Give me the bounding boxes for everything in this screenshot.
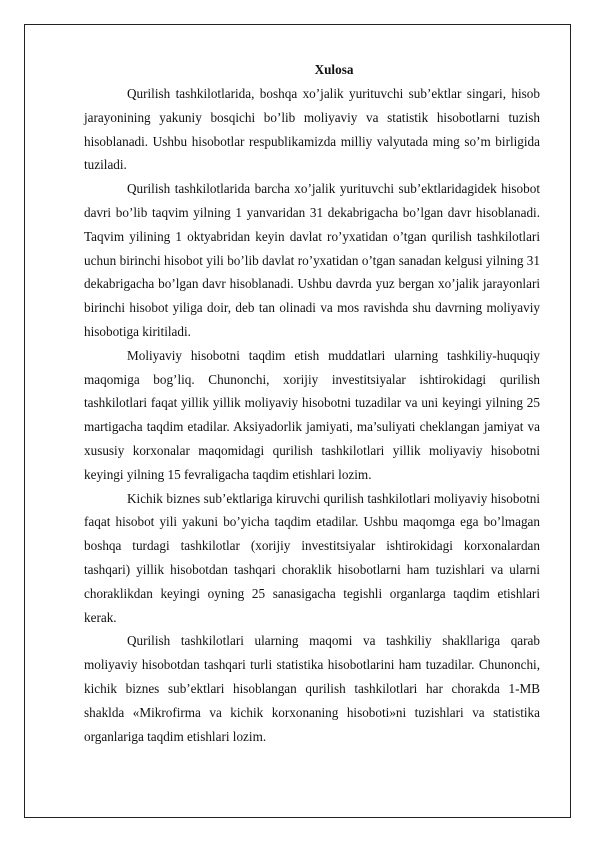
paragraph-1: Qurilish tashkilotlarida, boshqa xo’jalik yurituvchi sub’ektlar singari, hisob jarayonining yakuniy bosqichi bo’lib moliyaviy va statistik hisobotlarni tuzish hisoblanadi. Ushbu hisobotlar respublikamizda milliy valyutada ming so’m birligida tuziladi. bbox=[84, 86, 540, 173]
document-title: Xulosa bbox=[314, 62, 354, 77]
paragraph-2: Qurilish tashkilotlarida barcha xo’jalik yurituvchi sub’ektlaridagidek hisobot davri bo’lib taqvim yilning 1 yanvaridan 31 dekabrigacha bo’lgan davr hisoblanadi. Taqvim yilining 1 oktyabridan keyin davlat ro’yxatidan o’tgan qurilish tashkilotlari uchun birinchi hisobot yili bo’lib davlat ro’yxatidan o’tgan sanadan kelgusi yilning 31 dekabrigacha bo’lgan davr hisoblanadi. Ushbu davrda yuz bergan xo’jalik jarayonlari birinchi hisobot yiliga doir, deb tan olinadi va mos ravishda shu davrning moliyaviy hisobotiga kiritiladi. bbox=[84, 181, 540, 339]
paragraph-5: Qurilish tashkilotlari ularning maqomi va tashkiliy shakllariga qarab moliyaviy hisobotdan tashqari turli statistika hisobotlarini ham tuzadilar. Chunonchi, kichik biznes sub’ektlari hisoblangan qurilish tashkilotlari har chorakda 1-MB shaklda «Mikrofirma va kichik korxonaning hisoboti»ni tuzishlari va statistika organlariga taqdim etishlari lozim. bbox=[84, 633, 540, 744]
paragraph-4: Kichik biznes sub’ektlariga kiruvchi qurilish tashkilotlari moliyaviy hisobotni faqat hisobot yili yakuni bo’yicha taqdim etadilar. Ushbu maqomga ega bo’lmagan boshqa turdagi tashkilotlar (xorijiy investitsiyalar ishtirokidagi korxonalardan tashqari) yillik hisobotdan tashqari choraklik hisobotlarni ham tuzishlari va ularni choraklikdan keyingi oyning 25 sanasigacha tegishli organlarga taqdim etishlari kerak. bbox=[84, 490, 540, 625]
paragraph-3: Moliyaviy hisobotni taqdim etish muddatlari ularning tashkiliy-huquqiy maqomiga bog’liq. Chunonchi, xorijiy investitsiyalar ishtirokidagi qurilish tashkilotlari faqat yillik yillik moliyaviy hisobotni tuzadilar va uni keyingi yilning 25 martigacha taqdim etadilar. Aksiyadorlik jamiyati, ma’suliyati cheklangan jamiyat va xususiy korxonalar maqomidagi qurilish tashkilotlari yillik moliyaviy hisobotni keyingi yilning 15 fevraligacha taqdim etishlari lozim. bbox=[84, 347, 540, 482]
document-body bbox=[84, 58, 540, 748]
